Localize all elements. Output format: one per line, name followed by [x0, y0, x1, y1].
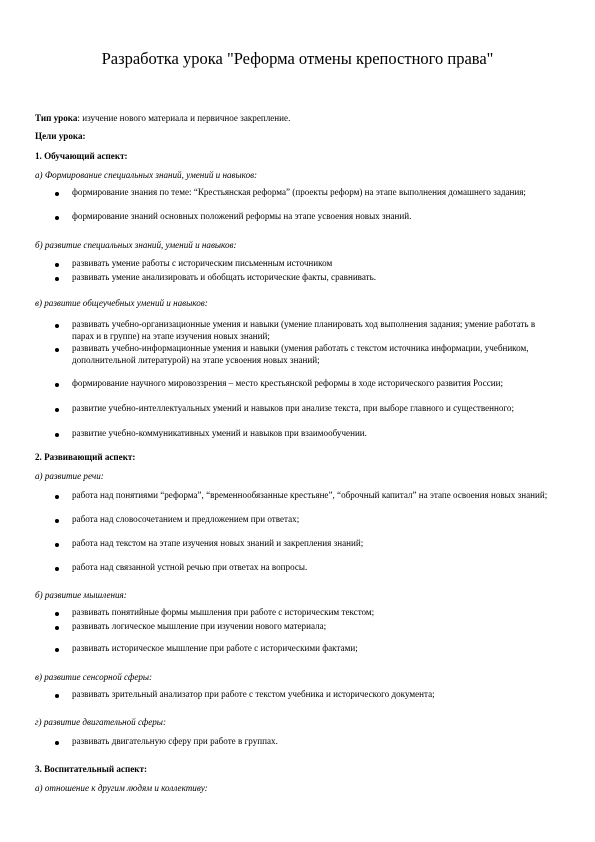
list-item: развивать двигательную сферу при работе в группах.: [72, 736, 278, 746]
list-item: работа над текстом на этапе изучения новых знаний и закрепления знаний;: [72, 538, 364, 548]
lesson-type-line: [35, 113, 290, 124]
bullet-icon: [55, 383, 59, 387]
list-item: развивать логическое мышление при изучении нового материала;: [72, 621, 327, 631]
bullet-icon: [55, 408, 59, 412]
subsection-heading: а) отношение к другим людям и коллективу:: [35, 783, 208, 793]
lesson-type-label: Тип урока: [35, 113, 78, 123]
list-item: развитие учебно-интеллектуальных умений и навыков при анализе текста, при выборе главного и существенного;: [72, 403, 515, 413]
bullet-icon: [55, 495, 59, 499]
bullet-icon: [55, 694, 59, 698]
list-item: работа над понятиями “реформа”, “временнообязанные крестьяне”, “оброчный капитал” на этапе освоения новых знаний;: [72, 490, 548, 500]
subsection-heading: б) развитие специальных знаний, умений и навыков:: [35, 240, 237, 250]
bullet-icon: [55, 263, 59, 267]
section-heading: 1. Обучающий аспект:: [35, 151, 128, 161]
list-item: развивать умение анализировать и обобщать исторические факты, сравнивать.: [72, 272, 377, 282]
bullet-icon: [55, 192, 59, 196]
bullet-icon: [55, 324, 59, 328]
list-item: работа над словосочетанием и предложением при ответах;: [72, 514, 300, 524]
list-item: развивать зрительный анализатор при работе с текстом учебника и исторического документа;: [72, 689, 435, 699]
list-item: развивать учебно-организационные умения и навыки (умение планировать ход выполнения задания; умение работать в парах и в группе) на этапе изучения новых знаний;: [72, 319, 536, 341]
subsection-heading: г) развитие двигательной сферы:: [35, 717, 166, 727]
bullet-icon: [55, 348, 59, 352]
bullet-icon: [55, 567, 59, 571]
list-item: формирование научного мировоззрения – место крестьянской реформы в ходе исторического развития России;: [72, 378, 503, 388]
subsection-heading: а) развитие речи:: [35, 471, 104, 481]
bullet-icon: [55, 519, 59, 523]
bullet-icon: [55, 277, 59, 281]
bullet-icon: [55, 543, 59, 547]
bullet-icon: [55, 612, 59, 616]
subsection-heading: в) развитие сенсорной сферы:: [35, 672, 153, 682]
bullet-icon: [55, 216, 59, 220]
bullet-icon: [55, 648, 59, 652]
list-item: развивать умение работы с историческим письменным источником: [72, 258, 333, 268]
bullet-icon: [55, 433, 59, 437]
list-item: работа над связанной устной речью при ответах на вопросы.: [72, 562, 308, 572]
section-heading: 2. Развивающий аспект:: [35, 452, 136, 462]
lesson-type-value: : изучение нового материала и первичное закрепление.: [77, 113, 291, 123]
list-item: развивать понятийные формы мышления при работе с историческим текстом;: [72, 607, 375, 617]
subsection-heading: в) развитие общеучебных умений и навыков:: [35, 298, 208, 308]
list-item: развивать историческое мышление при работе с историческими фактами;: [72, 643, 358, 653]
list-item: развитие учебно-коммуникативных умений и навыков при взаимообучении.: [72, 428, 367, 438]
goals-heading: Цели урока:: [35, 131, 86, 141]
list-item: формирование знаний основных положений реформы на этапе усвоения новых знаний.: [72, 211, 412, 221]
subsection-heading: а) Формирование специальных знаний, умений и навыков:: [35, 170, 258, 180]
page-title: Разработка урока "Реформа отмены крепостного права": [101, 49, 494, 68]
list-item: формирование знания по теме: “Крестьянская реформа” (проекты реформ) на этапе выполнения домашнего задания;: [72, 187, 526, 197]
list-item: развивать учебно-информационные умения и навыки (умения работать с текстом источника информации, учебником, дополнительной литературой) на этапе усвоения новых знаний;: [72, 343, 529, 365]
bullet-icon: [55, 626, 59, 630]
section-heading: 3. Воспитательный аспект:: [35, 764, 147, 774]
subsection-heading: б) развитие мышления:: [35, 590, 127, 600]
bullet-icon: [55, 741, 59, 745]
